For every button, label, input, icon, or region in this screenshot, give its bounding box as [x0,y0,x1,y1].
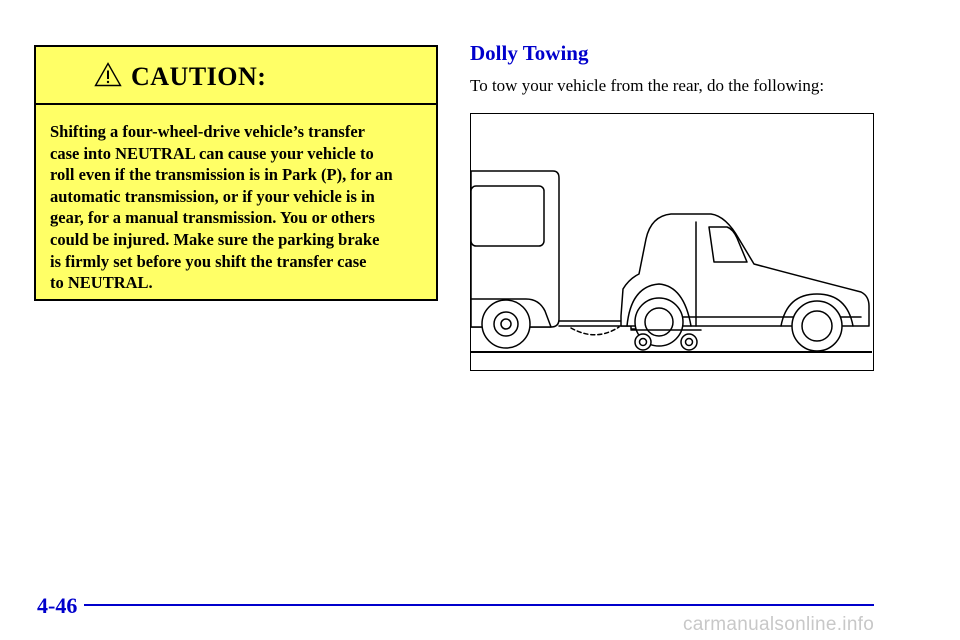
caution-box [34,45,438,301]
caution-line: roll even if the transmission is in Park (P), for an [50,165,393,185]
caution-line: is firmly set before you shift the transfer case [50,251,367,271]
towing-illustration [471,114,872,369]
caution-title: CAUTION: [131,62,267,91]
caution-line: case into NEUTRAL can cause your vehicle to [50,143,374,163]
dolly-towing-figure [470,113,874,371]
caution-line: Shifting a four-wheel-drive vehicle’s transfer [50,122,365,141]
front-rim [802,311,832,341]
rear-rim [645,308,673,336]
warning-triangle-icon [94,62,122,87]
page-number: 4-46 [37,593,78,618]
caution-header [36,47,436,105]
dolly-hub-left [640,339,647,346]
dolly-hub-right [686,339,693,346]
safety-chain [571,327,619,335]
caution-line: gear, for a manual transmission. You or others [50,208,375,228]
watermark: carmanualsonline.info [683,614,875,635]
intro-text: To tow your vehicle from the rear, do the following: [470,76,825,95]
caution-line: to NEUTRAL. [50,273,153,293]
motorhome-hub [501,319,511,329]
section-title: Dolly Towing [470,41,589,65]
caution-line: automatic transmission, or if your vehicle is in [50,186,375,206]
footer-rule [84,604,874,606]
caution-line: could be injured. Make sure the parking brake [50,229,380,249]
motorhome-window [471,186,544,246]
caution-text [36,105,436,294]
